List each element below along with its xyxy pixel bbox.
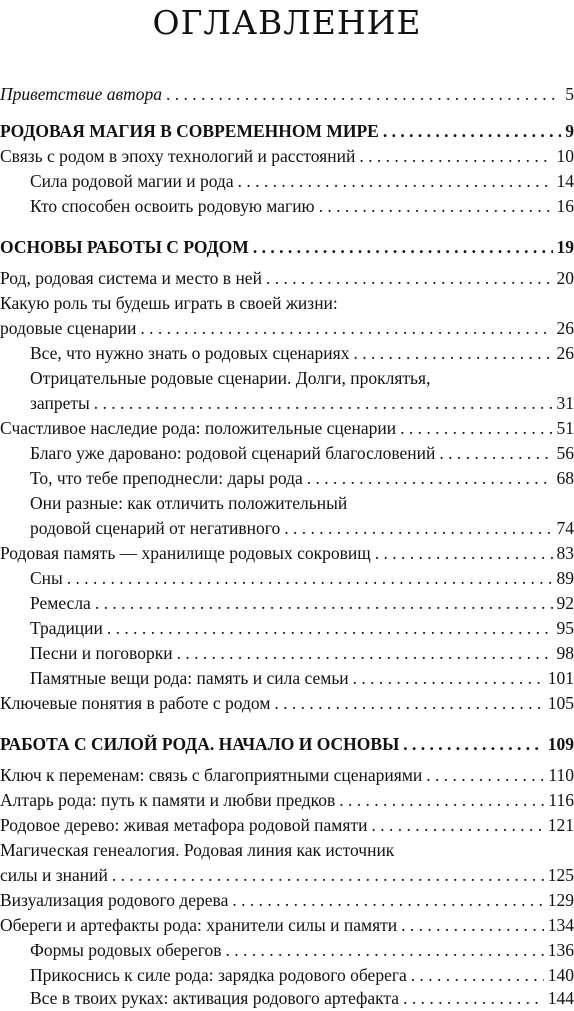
toc-entry-page: 10 bbox=[556, 146, 574, 166]
toc-subentry bbox=[30, 194, 574, 219]
toc-entry bbox=[0, 144, 574, 169]
toc-entry-page: 74 bbox=[556, 518, 574, 538]
toc-leader-dots bbox=[339, 788, 544, 813]
toc-leader-dots bbox=[95, 591, 553, 616]
toc-leader-dots bbox=[371, 813, 543, 838]
toc-entry-page: 26 bbox=[556, 318, 574, 338]
toc-leader-dots bbox=[375, 541, 553, 566]
toc-entry-page: 140 bbox=[547, 965, 574, 985]
toc-entry-title: Ключевые понятия в работе с родом bbox=[0, 693, 271, 713]
toc-entry-page: 98 bbox=[556, 643, 574, 663]
toc-entry-title: силы и знаний bbox=[0, 865, 108, 885]
toc-entry bbox=[0, 541, 574, 566]
toc-entry-title: Сны bbox=[30, 568, 63, 588]
toc-subentry bbox=[30, 666, 574, 691]
toc-entry-title: РОДОВАЯ МАГИЯ В СОВРЕМЕННОМ МИРЕ bbox=[0, 121, 379, 141]
toc-entry-page: 144 bbox=[547, 988, 574, 1008]
toc-leader-dots bbox=[401, 913, 544, 938]
toc-entry bbox=[0, 691, 574, 716]
toc-entry bbox=[0, 788, 574, 813]
toc-entry-title: Прикоснись к силе рода: зарядка родового оберега bbox=[30, 965, 407, 985]
toc-entry-line bbox=[0, 838, 574, 863]
toc-leader-dots bbox=[439, 441, 552, 466]
toc-entry bbox=[0, 416, 574, 441]
toc-entry-page: 26 bbox=[556, 343, 574, 363]
toc-entry-title: РАБОТА С СИЛОЙ РОДА. НАЧАЛО И ОСНОВЫ bbox=[0, 734, 400, 754]
toc-leader-dots bbox=[253, 235, 553, 260]
toc-entry-page: 9 bbox=[565, 121, 574, 141]
toc-entry bbox=[0, 813, 574, 838]
toc-entry-page: 51 bbox=[556, 418, 574, 438]
toc-subentry bbox=[30, 963, 574, 988]
toc-leader-dots bbox=[400, 416, 552, 441]
toc-leader-dots bbox=[177, 641, 553, 666]
toc-subentry bbox=[30, 466, 574, 491]
toc-leader-dots bbox=[274, 691, 543, 716]
toc-entry-title: Род, родовая система и место в ней bbox=[0, 268, 262, 288]
toc-entry-title: родовой сценарий от негативного bbox=[30, 518, 281, 538]
toc-subentry bbox=[30, 566, 574, 591]
toc-leader-dots bbox=[94, 391, 553, 416]
toc-leader-dots bbox=[383, 119, 561, 144]
toc-entry-title: Алтарь рода: путь к памяти и любви предков bbox=[0, 790, 336, 810]
toc-subentry bbox=[30, 616, 574, 641]
toc-entry-page: 109 bbox=[547, 734, 574, 754]
toc-leader-dots bbox=[403, 986, 544, 1011]
toc-leader-dots bbox=[107, 616, 553, 641]
toc-leader-dots bbox=[284, 516, 552, 541]
toc-entry-title: запреты bbox=[30, 393, 90, 413]
toc-subentry-line bbox=[30, 491, 574, 516]
toc-leader-dots bbox=[67, 566, 553, 591]
toc-entry-title: Кто способен освоить родовую магию bbox=[30, 196, 315, 216]
toc-subentry bbox=[30, 341, 574, 366]
toc-entry-title: Сила родовой магии и рода bbox=[30, 171, 234, 191]
toc-leader-dots bbox=[353, 341, 552, 366]
toc-leader-dots bbox=[307, 466, 553, 491]
toc-entry-title: родовые сценарии bbox=[0, 318, 137, 338]
toc-entry-page: 95 bbox=[556, 618, 574, 638]
toc-leader-dots bbox=[232, 888, 543, 913]
toc-entry-title: Родовое дерево: живая метафора родовой памяти bbox=[0, 815, 368, 835]
toc-entry-page: 5 bbox=[565, 84, 574, 104]
toc-entry-page: 56 bbox=[556, 443, 574, 463]
toc-section-heading bbox=[0, 732, 574, 757]
toc-entry-title: Песни и поговорки bbox=[30, 643, 173, 663]
toc-entry-title: ОСНОВЫ РАБОТЫ С РОДОМ bbox=[0, 237, 249, 257]
toc-entry-line bbox=[0, 291, 574, 316]
toc-entry-page: 89 bbox=[556, 568, 574, 588]
toc-entry-title: Отрицательные родовые сценарии. Долги, проклятья, bbox=[30, 368, 431, 388]
toc-entry-title: То, что тебе преподнесли: дары рода bbox=[30, 468, 303, 488]
toc-entry bbox=[0, 82, 574, 107]
toc-entry bbox=[0, 266, 574, 291]
toc-entry-title: Ключ к переменам: связь с благоприятными сценариями bbox=[0, 765, 423, 785]
toc-subentry bbox=[30, 391, 574, 416]
toc-entry-page: 68 bbox=[556, 468, 574, 488]
toc-leader-dots bbox=[403, 732, 543, 757]
toc-leader-dots bbox=[359, 144, 552, 169]
toc-entry-title: Визуализация родового дерева bbox=[0, 890, 229, 910]
toc-entry-title: Приветствие автора bbox=[0, 84, 163, 104]
page-title: ОГЛАВЛЕНИЕ bbox=[152, 3, 422, 42]
toc-leader-dots bbox=[226, 938, 544, 963]
toc-leader-dots bbox=[238, 169, 553, 194]
toc-entry-page: 19 bbox=[556, 237, 574, 257]
toc-leader-dots bbox=[353, 666, 544, 691]
toc-leader-dots bbox=[319, 194, 553, 219]
toc-entry-title: Какую роль ты будешь играть в своей жизни: bbox=[0, 293, 338, 313]
toc-entry-page: 92 bbox=[556, 593, 574, 613]
toc-entry-page: 116 bbox=[548, 790, 574, 810]
toc-entry bbox=[0, 763, 574, 788]
toc-entry-page: 20 bbox=[556, 268, 574, 288]
toc-leader-dots bbox=[140, 316, 552, 341]
toc-entry bbox=[0, 316, 574, 341]
toc-entry-page: 14 bbox=[556, 171, 574, 191]
toc-entry bbox=[0, 913, 574, 938]
toc-entry-page: 134 bbox=[547, 915, 574, 935]
toc-entry-title: Традиции bbox=[30, 618, 103, 638]
toc-subentry bbox=[30, 938, 574, 963]
toc-entry-title: Формы родовых оберегов bbox=[30, 940, 222, 960]
toc-subentry bbox=[30, 169, 574, 194]
toc-subentry bbox=[30, 641, 574, 666]
toc-subentry bbox=[30, 441, 574, 466]
toc-entry-page: 136 bbox=[547, 940, 574, 960]
toc-section-heading bbox=[0, 119, 574, 144]
toc-entry-page: 125 bbox=[547, 865, 574, 885]
toc-entry-page: 31 bbox=[556, 393, 574, 413]
toc-leader-dots bbox=[426, 763, 544, 788]
toc-entry-page: 121 bbox=[547, 815, 574, 835]
toc-leader-dots bbox=[166, 82, 561, 107]
toc-entry bbox=[0, 863, 574, 888]
toc-entry-page: 110 bbox=[548, 765, 574, 785]
toc-entry bbox=[0, 888, 574, 913]
toc-entry-title: Они разные: как отличить положительный bbox=[30, 493, 348, 513]
toc-entry-title: Связь с родом в эпоху технологий и расстояний bbox=[0, 146, 356, 166]
toc-entry-title: Счастливое наследие рода: положительные сценарии bbox=[0, 418, 397, 438]
toc-entry-title: Благо уже даровано: родовой сценарий благословений bbox=[30, 443, 436, 463]
toc-entry-title: Памятные вещи рода: память и сила семьи bbox=[30, 668, 349, 688]
toc-entry-page: 101 bbox=[547, 668, 574, 688]
toc-entry-title: Ремесла bbox=[30, 593, 91, 613]
toc-leader-dots bbox=[112, 863, 544, 888]
toc-entry-title: Обереги и артефакты рода: хранители силы и памяти bbox=[0, 915, 398, 935]
toc-entry-page: 16 bbox=[556, 196, 574, 216]
toc-subentry bbox=[30, 516, 574, 541]
toc-subentry bbox=[30, 591, 574, 616]
toc-entry-page: 129 bbox=[547, 890, 574, 910]
toc-leader-dots bbox=[266, 266, 553, 291]
toc-entry-title: Все в твоих руках: активация родового артефакта bbox=[30, 988, 400, 1008]
toc-entry-page: 105 bbox=[547, 693, 574, 713]
toc-leader-dots bbox=[411, 963, 544, 988]
toc-section-heading bbox=[0, 235, 574, 260]
toc-entry-title: Все, что нужно знать о родовых сценариях bbox=[30, 343, 350, 363]
toc-entry-title: Магическая генеалогия. Родовая линия как источник bbox=[0, 840, 395, 860]
toc-subentry bbox=[30, 986, 574, 1011]
toc-entry-page: 83 bbox=[556, 543, 574, 563]
toc-subentry-line bbox=[30, 366, 574, 391]
toc-entry-title: Родовая память — хранилище родовых сокровищ bbox=[0, 543, 371, 563]
